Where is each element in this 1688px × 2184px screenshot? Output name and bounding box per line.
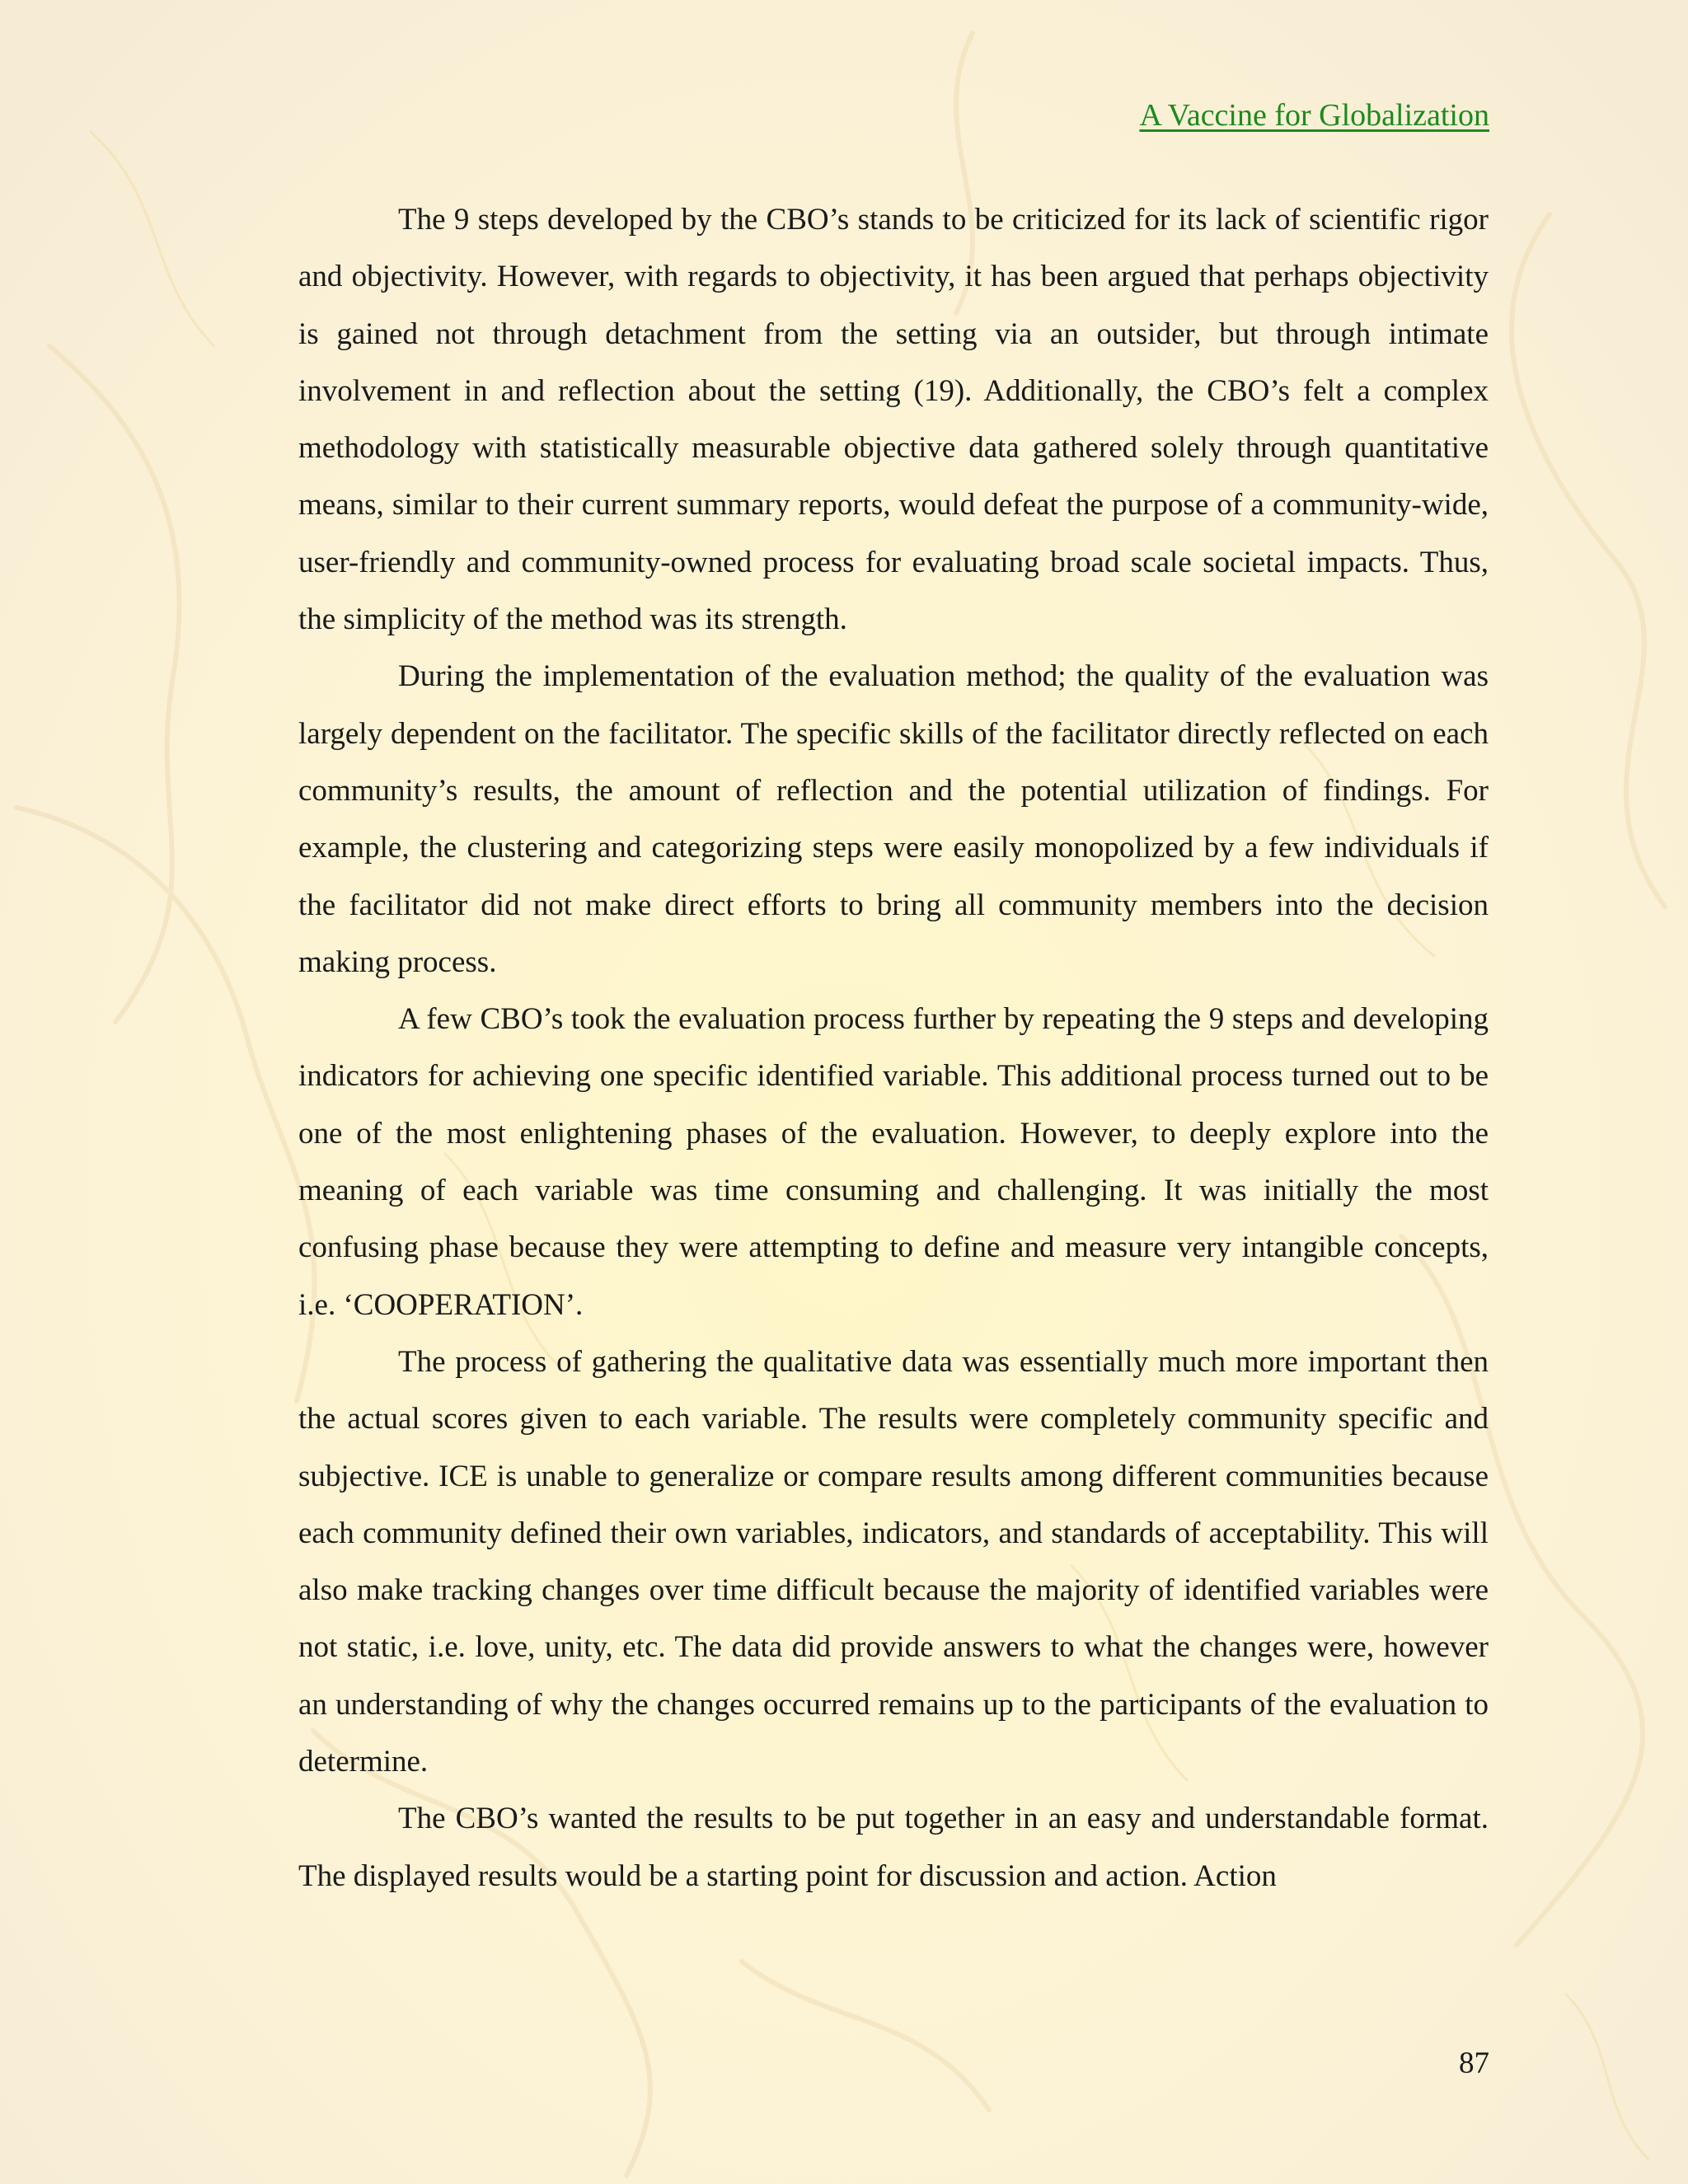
- paragraph: The 9 steps developed by the CBO’s stands to be criticized for its lack of scientific rigor and objectivity. However, with regards to objectivity, it has been argued that perhaps objectivity is gained not through detachment from the setting via an outsider, but through intimate involvement in and reflection about the setting (19). Additionally, the CBO’s felt a complex methodology with statistically measurable objective data gathered solely through quantitative means, similar to their current summary reports, would defeat the purpose of a community-wide, user-friendly and community-owned process for evaluating broad scale societal impacts. Thus, the simplicity of the method was its strength.: [298, 203, 1489, 637]
- body-text: [298, 191, 1489, 1905]
- running-header-title: A Vaccine for Globalization: [1139, 98, 1489, 133]
- page-number: 87: [1459, 2046, 1489, 2080]
- paragraph: The process of gathering the qualitative data was essentially much more important then the actual scores given to each variable. The results were completely community specific and subjective. ICE is unable to generalize or compare results among different communities because each community defined their own variables, indicators, and standards of acceptability. This will also make tracking changes over time difficult because the majority of identified variables were not static, i.e. love, unity, etc. The data did provide answers to what the changes were, however an understanding of why the changes occurred remains up to the participants of the evaluation to determine.: [298, 1344, 1489, 1779]
- paragraph: The CBO’s wanted the results to be put together in an easy and understandable format. The displayed results would be a starting point for discussion and action. Action: [298, 1802, 1489, 1893]
- paragraph: A few CBO’s took the evaluation process further by repeating the 9 steps and developing indicators for achieving one specific identified variable. This additional process turned out to be one of the most enlightening phases of the evaluation. However, to deeply explore into the meaning of each variable was time consuming and challenging. It was initially the most confusing phase because they were attempting to define and measure very intangible concepts, i.e. ‘COOPERATION’.: [298, 1002, 1489, 1322]
- paragraph: During the implementation of the evaluation method; the quality of the evaluation was largely dependent on the facilitator. The specific skills of the facilitator directly reflected on each community’s results, the amount of reflection and the potential utilization of findings. For example, the clustering and categorizing steps were easily monopolized by a few individuals if the facilitator did not make direct efforts to bring all community members into the decision making process.: [298, 659, 1489, 979]
